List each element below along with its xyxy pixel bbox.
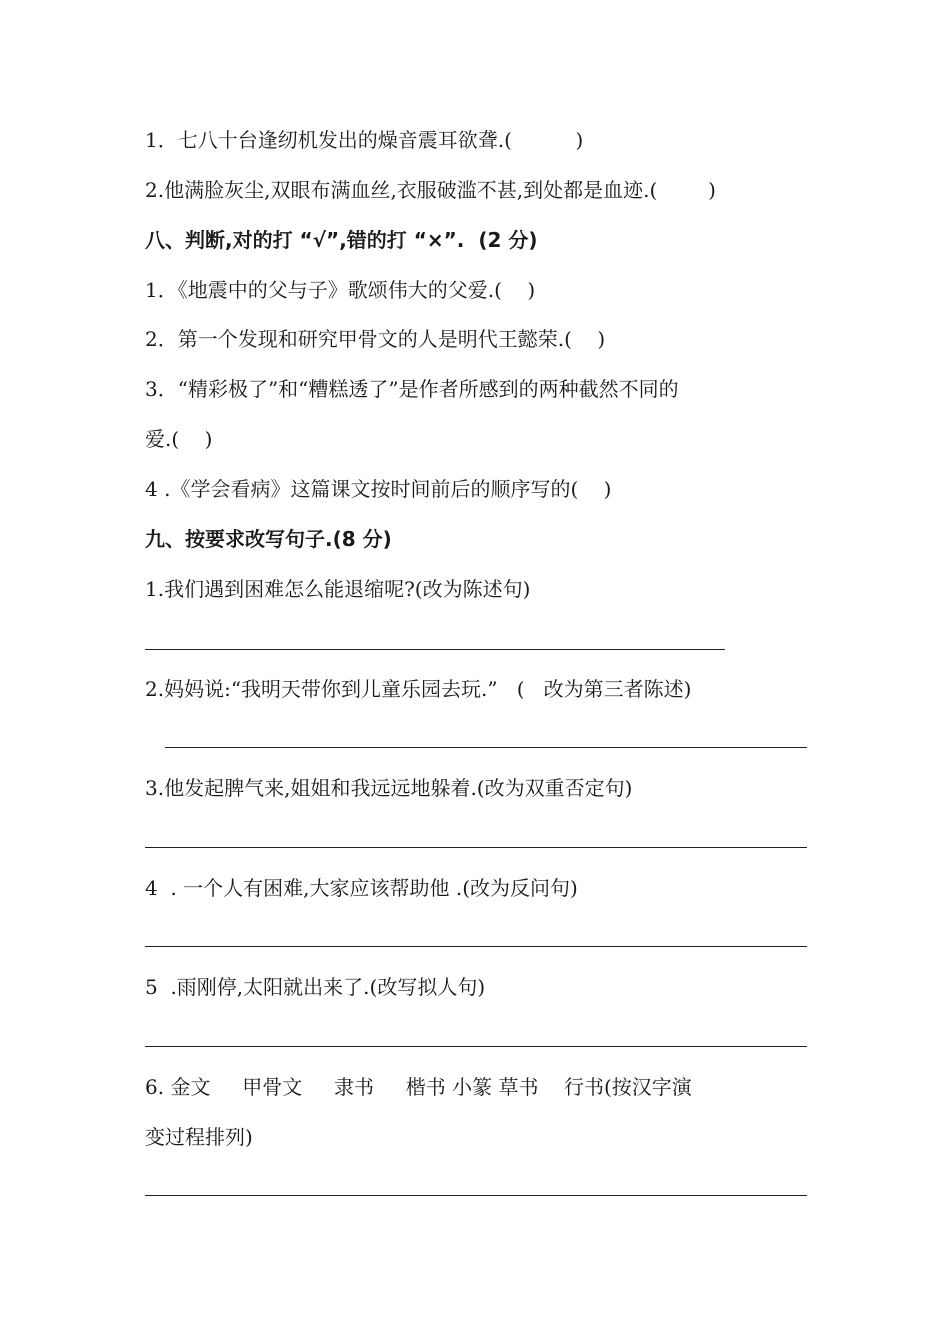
answer-line-3[interactable] — [145, 847, 807, 848]
q9-1: 1.我们遇到困难怎么能退缩呢?(改为陈述句) — [145, 577, 531, 601]
q7-1: 1．七八十台逢纫机发出的燥音震耳欲聋.( ) — [145, 128, 584, 152]
q8-4: 4 .《学会看病》这篇课文按时间前后的顺序写的( ) — [145, 477, 612, 501]
q9-3: 3.他发起脾气来,姐姐和我远远地躲着.(改为双重否定句) — [145, 776, 633, 800]
q8-3-line1: 3．“精彩极了”和“糟糕透了”是作者所感到的两种截然不同的 — [145, 377, 679, 401]
q8-1: 1．《地震中的父与子》歌颂伟大的父爱.( ) — [145, 278, 536, 302]
answer-line-4[interactable] — [145, 946, 807, 947]
q8-3-line2: 爱.( ) — [145, 427, 213, 451]
q7-2: 2.他满脸灰尘,双眼布满血丝,衣服破滥不甚,到处都是血迹.( ) — [145, 178, 716, 202]
q8-2: 2．第一个发现和研究甲骨文的人是明代王懿荣.( ) — [145, 327, 606, 351]
answer-line-6[interactable] — [145, 1195, 807, 1196]
q9-5: 5 .雨刚停,太阳就出来了.(改写拟人句) — [145, 975, 486, 999]
answer-line-5[interactable] — [145, 1046, 807, 1047]
section-9-heading: 九、按要求改写句子.(8 分) — [145, 527, 392, 551]
q9-2: 2.妈妈说:“我明天带你到儿童乐园去玩.” ( 改为第三者陈述) — [145, 677, 692, 701]
q9-6-line2: 变过程排列) — [145, 1125, 253, 1149]
answer-line-2[interactable] — [165, 747, 807, 748]
q9-4: 4 . 一个人有困难,大家应该帮助他 .(改为反问句) — [145, 876, 578, 900]
answer-line-1[interactable] — [145, 649, 725, 650]
q9-6-line1: 6. 金文 甲骨文 隶书 楷书 小篆 草书 行书(按汉字演 — [145, 1075, 692, 1099]
section-8-heading: 八、判断,对的打 “√”,错的打 “×”. (2 分) — [145, 228, 538, 252]
